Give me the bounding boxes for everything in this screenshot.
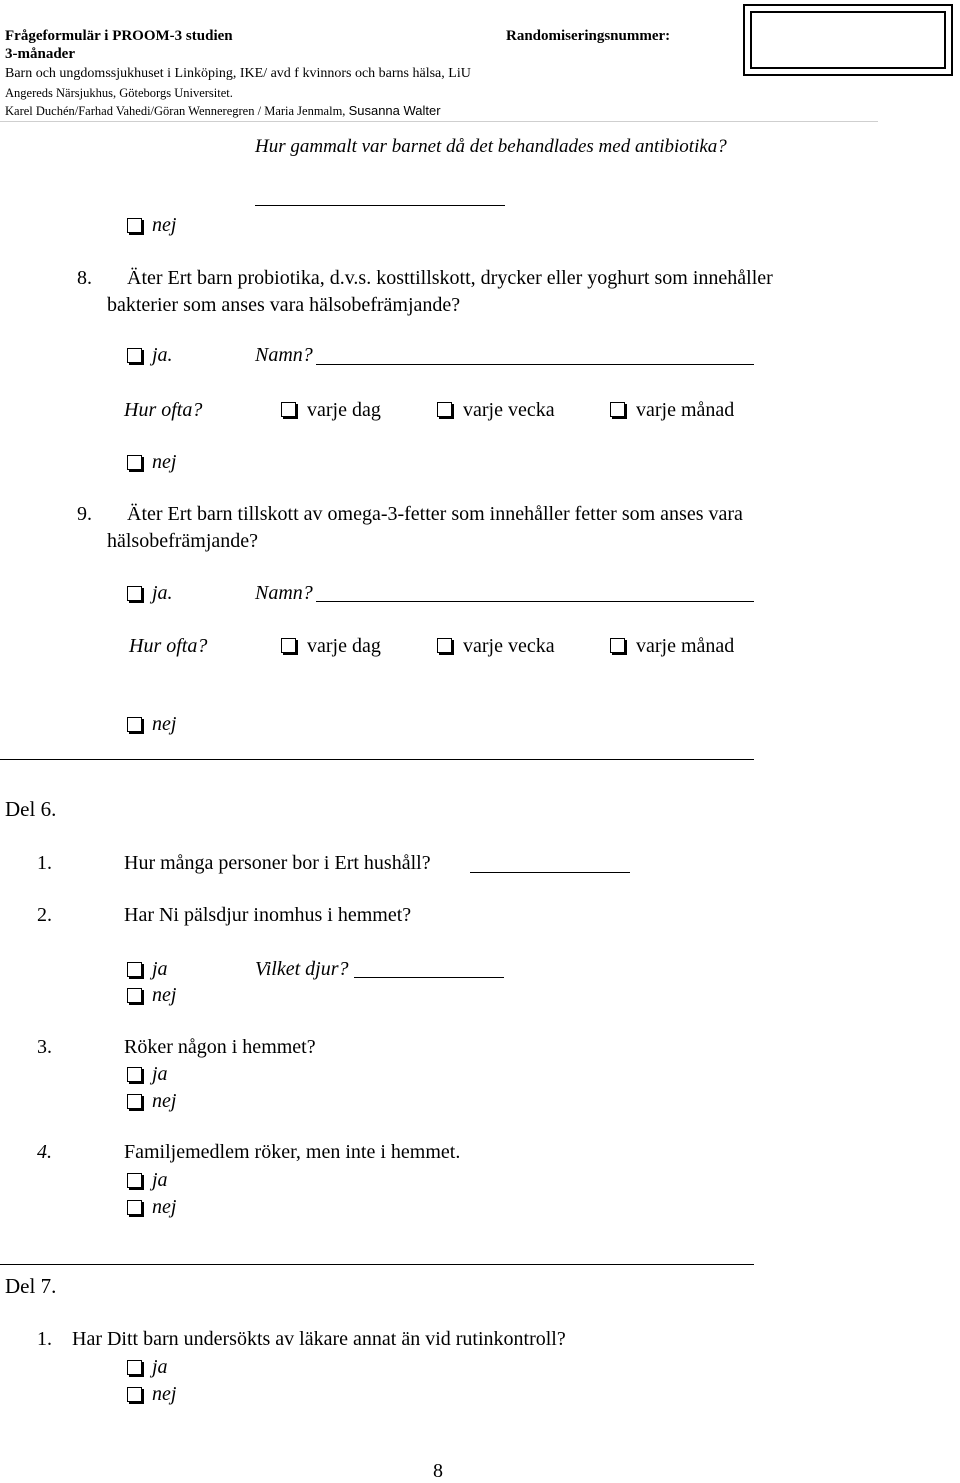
q8-text-line-1: Äter Ert barn probiotika, d.v.s. kosttillskott, drycker eller yoghurt som innehåller bbox=[127, 267, 773, 289]
authors-text-2: Susanna Walter bbox=[348, 103, 441, 118]
del6-q3-number: 3. bbox=[37, 1036, 52, 1058]
randomization-number-box-inner bbox=[750, 11, 946, 69]
q8-nej-label: nej bbox=[152, 451, 177, 473]
q8-ja-label: ja. bbox=[152, 344, 173, 366]
q9-ja-checkbox[interactable] bbox=[127, 586, 142, 601]
del6-q4-nej-label: nej bbox=[152, 1196, 177, 1218]
q9-text-line-1: Äter Ert barn tillskott av omega-3-fetter som innehåller fetter som anses vara bbox=[127, 503, 743, 525]
antibiotics-nej-checkbox[interactable] bbox=[127, 218, 142, 233]
section-divider-del6 bbox=[0, 759, 754, 760]
del7-q1-nej-checkbox[interactable] bbox=[127, 1387, 142, 1402]
randomization-label: Randomiseringsnummer: bbox=[506, 28, 671, 44]
q9-text-line-2: hälsobefrämjande? bbox=[107, 530, 259, 552]
del6-q4-ja-checkbox[interactable] bbox=[127, 1173, 142, 1188]
q9-daily-label: varje dag bbox=[307, 635, 381, 657]
del6-q1-text: Hur många personer bor i Ert hushåll? bbox=[124, 852, 431, 874]
q9-nej-label: nej bbox=[152, 713, 177, 735]
q8-frequency-label: Hur ofta? bbox=[124, 399, 203, 421]
q8-ja-checkbox[interactable] bbox=[127, 348, 142, 363]
antibiotics-nej-label: nej bbox=[152, 214, 177, 236]
del6-q2-ja-label: ja bbox=[152, 958, 168, 980]
q8-daily-checkbox[interactable] bbox=[281, 402, 296, 417]
q8-number: 8. bbox=[77, 267, 92, 289]
del6-q3-text: Röker någon i hemmet? bbox=[124, 1036, 316, 1058]
q8-name-answer-line[interactable] bbox=[316, 364, 754, 365]
del6-q2-animal-answer-line[interactable] bbox=[354, 977, 504, 978]
del6-q2-animal-label: Vilket djur? bbox=[255, 958, 349, 980]
q9-weekly-label: varje vecka bbox=[463, 635, 555, 657]
q8-name-label: Namn? bbox=[255, 344, 313, 366]
del6-q2-number: 2. bbox=[37, 904, 52, 926]
del6-q2-nej-checkbox[interactable] bbox=[127, 988, 142, 1003]
del7-q1-nej-label: nej bbox=[152, 1383, 177, 1405]
q9-number: 9. bbox=[77, 503, 92, 525]
q9-name-label: Namn? bbox=[255, 582, 313, 604]
q8-daily-label: varje dag bbox=[307, 399, 381, 421]
randomization-number-box[interactable] bbox=[743, 4, 953, 76]
q9-daily-checkbox[interactable] bbox=[281, 638, 296, 653]
section-divider-del7 bbox=[0, 1264, 754, 1265]
authors-line bbox=[5, 103, 441, 119]
del6-q4-nej-checkbox[interactable] bbox=[127, 1200, 142, 1215]
del6-q1-answer-line[interactable] bbox=[470, 872, 630, 873]
del6-q1-number: 1. bbox=[37, 852, 52, 874]
del6-q4-ja-label: ja bbox=[152, 1169, 168, 1191]
del6-q2-nej-label: nej bbox=[152, 984, 177, 1006]
del7-title: Del 7. bbox=[5, 1274, 57, 1298]
q8-weekly-checkbox[interactable] bbox=[437, 402, 452, 417]
q9-nej-checkbox[interactable] bbox=[127, 717, 142, 732]
del7-q1-ja-checkbox[interactable] bbox=[127, 1360, 142, 1375]
del6-q2-ja-checkbox[interactable] bbox=[127, 962, 142, 977]
del7-q1-ja-label: ja bbox=[152, 1356, 168, 1378]
del7-q1-number: 1. bbox=[37, 1328, 52, 1350]
q8-monthly-label: varje månad bbox=[636, 399, 735, 421]
q9-name-answer-line[interactable] bbox=[316, 601, 754, 602]
q9-monthly-checkbox[interactable] bbox=[610, 638, 625, 653]
del7-q1-text: Har Ditt barn undersökts av läkare annat än vid rutinkontroll? bbox=[72, 1328, 566, 1350]
del6-q4-text: Familjemedlem röker, men inte i hemmet. bbox=[124, 1141, 461, 1163]
antibiotics-age-answer-line[interactable] bbox=[255, 205, 505, 206]
header-divider bbox=[0, 121, 878, 122]
q8-nej-checkbox[interactable] bbox=[127, 455, 142, 470]
del6-q3-ja-label: ja bbox=[152, 1063, 168, 1085]
q9-frequency-label: Hur ofta? bbox=[129, 635, 208, 657]
authors-text: Karel Duchén/Farhad Vahedi/Göran Wenneregren / Maria Jenmalm, bbox=[5, 104, 346, 118]
del6-q2-text: Har Ni pälsdjur inomhus i hemmet? bbox=[124, 904, 412, 926]
q9-monthly-label: varje månad bbox=[636, 635, 735, 657]
form-subtitle: 3-månader bbox=[5, 46, 75, 62]
q9-ja-label: ja. bbox=[152, 582, 173, 604]
del6-q4-number: 4. bbox=[37, 1141, 52, 1163]
del6-title: Del 6. bbox=[5, 797, 57, 821]
institution-line-1: Barn och ungdomssjukhuset i Linköping, IKE/ avd f kvinnors och barns hälsa, LiU bbox=[5, 66, 471, 81]
institution-line-2: Angereds Närsjukhus, Göteborgs Universitet. bbox=[5, 86, 233, 100]
q9-weekly-checkbox[interactable] bbox=[437, 638, 452, 653]
q8-monthly-checkbox[interactable] bbox=[610, 402, 625, 417]
del6-q3-nej-checkbox[interactable] bbox=[127, 1094, 142, 1109]
q8-weekly-label: varje vecka bbox=[463, 399, 555, 421]
antibiotics-age-question: Hur gammalt var barnet då det behandlades med antibiotika? bbox=[255, 136, 727, 157]
del6-q3-nej-label: nej bbox=[152, 1090, 177, 1112]
form-title: Frågeformulär i PROOM-3 studien bbox=[5, 28, 233, 44]
q8-text-line-2: bakterier som anses vara hälsobefrämjande? bbox=[107, 294, 461, 316]
del6-q3-ja-checkbox[interactable] bbox=[127, 1067, 142, 1082]
page-number: 8 bbox=[433, 1460, 443, 1482]
